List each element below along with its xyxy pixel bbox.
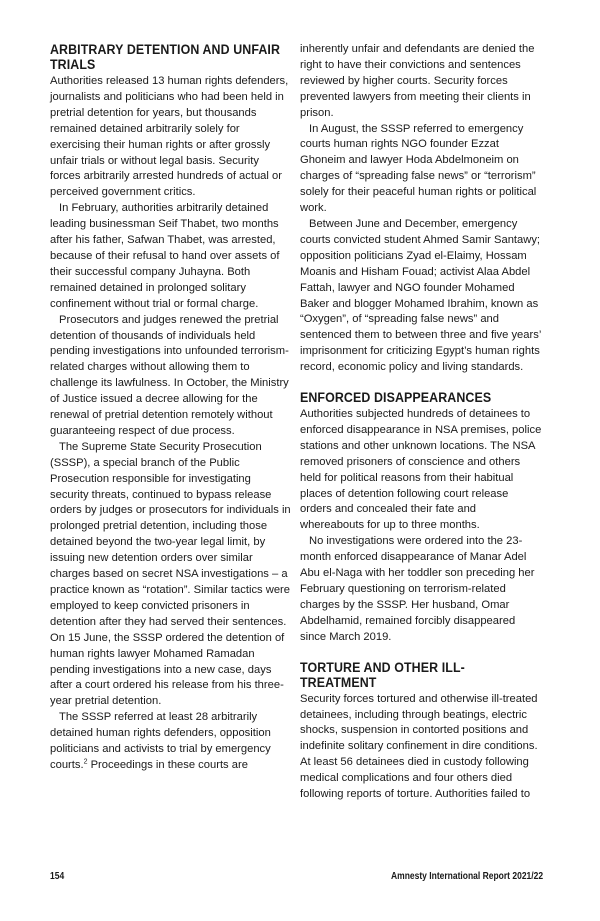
paragraph: Between June and December, emergency courts convicted student Ahmed Samir Santawy; opposition politicians Zyad el-Elaimy, Hossam Moanis and Hisham Fouad; activist Alaa Abdel Fattah, lawyer and NGO founder Mohamed Baker and blogger Mohamed Ibrahim, known as “Oxygen”, of “spreading false news” and sentenced them to between three and five years’ imprisonment for criticizing Egypt’s human rights record, economic policy and living standards. xyxy=(300,217,541,374)
section-heading-enforced-disappearances: ENFORCED DISAPPEARANCES xyxy=(300,390,492,406)
left-column xyxy=(50,42,292,774)
paragraph: Security forces tortured and otherwise ill-treated detainees, including through beatings, electric shocks, suspension in contorted positions and indefinite solitary confinement in dire conditions. At least 56 detainees died in custody following medical complications and four others died following reports of torture. Authorities failed to xyxy=(300,692,538,801)
paragraph: Prosecutors and judges renewed the pretrial detention of thousands of individuals held pending investigations into unfounded terrorism-related charges without allowing them to challenge its lawfulness. In October, the Ministry of Justice issued a decree allowing for the renewal of pretrial detention remotely without guaranteeing respect of due process. xyxy=(50,313,289,437)
section-heading-torture: TORTURE AND OTHER ILL-TREATMENT xyxy=(300,659,465,690)
report-title: Amnesty International Report 2021/22 xyxy=(391,871,544,882)
right-column xyxy=(300,42,542,803)
paragraph: Authorities released 13 human rights defenders, journalists and politicians who had been held in pretrial detention for years, but thousands remained detained arbitrarily solely for exercising their human rights or after grossly unfair trials or without legal basis. Security forces arbitrarily arrested hundreds of actual or perceived government critics. xyxy=(50,75,289,199)
paragraph-text: The SSSP referred at least 28 arbitrarily detained human rights defenders, opposition politicians and activists to trial by emergency courts. xyxy=(50,711,271,771)
paragraph: In February, authorities arbitrarily detained leading businessman Seif Thabet, two months after his father, Safwan Thabet, was arrested, because of their refusal to hand over assets of their successful company Juhayna. Both remained detained in prolonged solitary confinement without trial or formal charge. xyxy=(50,202,280,310)
paragraph: The Supreme State Security Prosecution (SSSP), a special branch of the Public Prosecution responsible for investigating security threats, continued to bypass release orders by judges or prosecutors for individuals in prolonged pretrial detention, including those detained beyond the two-year legal limit, by issuing new detention orders over similar charges based on secret NSA investigations – a practice known as “rotation”. Similar tactics were employed to keep convicted prisoners in detention after they had served their sentences. On 15 June, the SSSP ordered the detention of human rights lawyer Mohamed Ramadan pending investigations into a new case, days after a court ordered his release from his three-year pretrial detention. xyxy=(50,440,291,708)
paragraph-text: Proceedings in these courts are xyxy=(87,758,248,771)
paragraph: No investigations were ordered into the 23-month enforced disappearance of Manar Adel Abu el-Naga with her toddler son preceding her February questioning on terrorism-related charges by the SSSP. Her husband, Omar Abdelhamid, remained forcibly disappeared since March 2019. xyxy=(300,535,535,643)
footnote-marker[interactable]: 2 xyxy=(83,758,88,766)
page-number: 154 xyxy=(50,871,65,882)
paragraph: In August, the SSSP referred to emergency courts human rights NGO founder Ezzat Ghoneim and lawyer Hoda Abdelmoneim on charges of “spreading false news” or “terrorism” solely for their peaceful human rights or political work. xyxy=(300,122,537,215)
paragraph-with-footnote xyxy=(50,710,292,774)
paragraph: Authorities subjected hundreds of detainees to enforced disappearance in NSA premises, police stations and other unknown locations. The NSA removed prisoners of conscience and others held for political reasons from their habitual places of detention following court release orders and concealed their fate and whereabouts for up to three months. xyxy=(300,408,542,532)
section-heading-arbitrary-detention: ARBITRARY DETENTION AND UNFAIR TRIALS xyxy=(50,42,281,72)
paragraph-continuation: inherently unfair and defendants are denied the right to have their convictions and sentences reviewed by higher courts. Security forces prevented lawyers from meeting their clients in prison. xyxy=(300,43,535,119)
